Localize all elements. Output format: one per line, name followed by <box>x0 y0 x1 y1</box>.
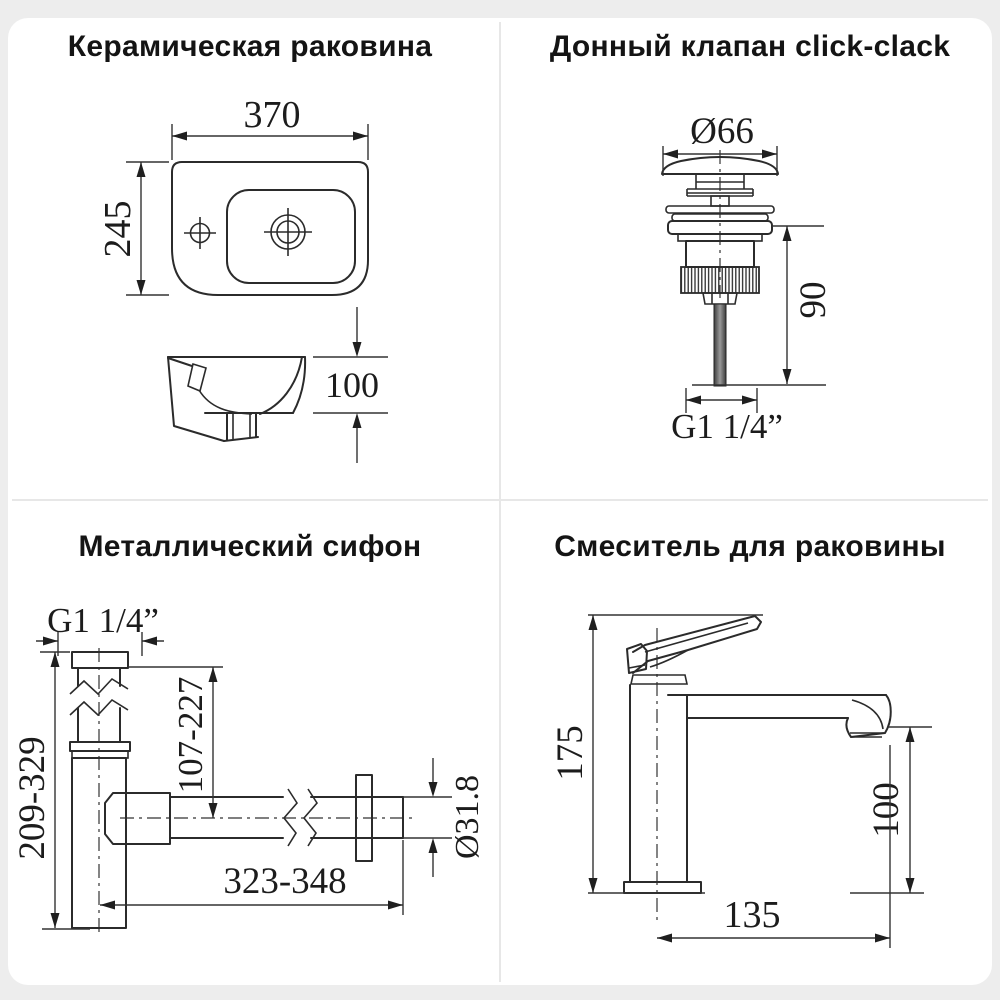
sink-depth-label: 245 <box>97 200 139 258</box>
sink-width-label: 370 <box>243 94 301 136</box>
siphon-thread-label: G1 1/4” <box>47 601 159 640</box>
sink-dim-width <box>172 94 368 160</box>
panel-basin-faucet <box>500 500 1000 1000</box>
sink-top-view <box>172 162 368 295</box>
siphon-height-range-label: 209-329 <box>12 736 53 860</box>
panel-click-clack-valve <box>500 0 1000 500</box>
faucet-body-drawing <box>624 616 891 925</box>
sink-drawing <box>0 0 500 500</box>
valve-thread <box>681 267 759 293</box>
valve-height-label: 90 <box>793 281 834 319</box>
siphon-title: Металлический сифон <box>78 530 422 563</box>
panel-metal-siphon <box>0 500 500 1000</box>
valve-diameter-label: Ø66 <box>690 111 754 152</box>
faucet-title: Смеситель для раковины <box>554 530 946 563</box>
faucet-height-label: 175 <box>550 725 591 781</box>
valve-dim-diameter <box>663 111 777 176</box>
valve-dim-thread <box>671 388 783 446</box>
valve-title: Донный клапан click-clack <box>549 30 951 63</box>
valve-dim-height <box>692 226 834 385</box>
siphon-dim-length <box>100 840 403 915</box>
valve-body-drawing <box>662 150 778 386</box>
siphon-dim-drop <box>128 667 223 818</box>
valve-rod <box>714 304 726 386</box>
sink-height-label: 100 <box>325 365 379 405</box>
siphon-pipe-diameter-label: Ø31.8 <box>449 774 486 860</box>
sink-dim-height <box>313 307 388 463</box>
faucet-dim-reach <box>657 745 890 948</box>
sink-dim-depth <box>97 162 169 295</box>
faucet-dim-spout-height <box>850 727 932 893</box>
siphon-drop-range-label: 107-227 <box>171 676 210 794</box>
faucet-spout-height-label: 100 <box>866 782 907 838</box>
faucet-drawing <box>500 500 1000 1000</box>
sink-side-view <box>168 357 305 441</box>
siphon-length-range-label: 323-348 <box>223 861 347 902</box>
siphon-dim-pipe-diameter <box>403 758 486 877</box>
valve-drawing <box>500 0 1000 500</box>
siphon-dim-thread <box>36 601 164 656</box>
valve-thread-label: G1 1/4” <box>671 407 783 446</box>
siphon-drawing <box>0 500 500 1000</box>
faucet-reach-label: 135 <box>723 894 781 936</box>
panel-ceramic-sink <box>0 0 500 500</box>
sink-title: Керамическая раковина <box>67 30 433 63</box>
siphon-dim-height <box>12 652 90 929</box>
